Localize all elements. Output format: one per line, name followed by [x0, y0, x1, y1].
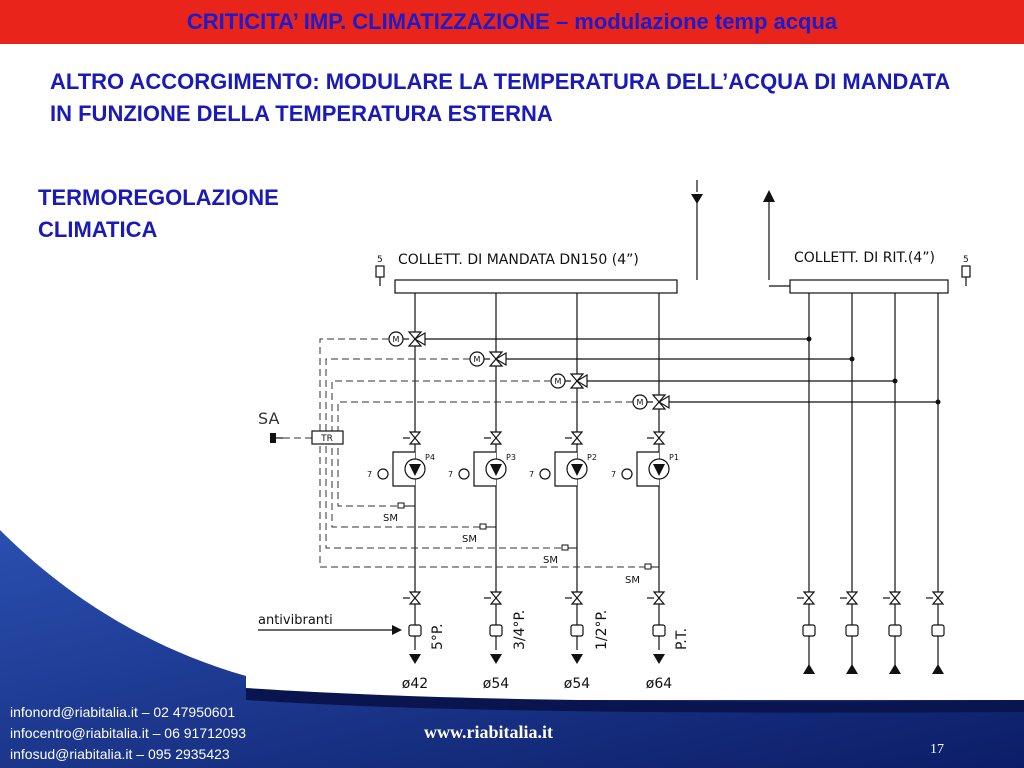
pump-label: P4	[425, 453, 435, 462]
return-flow-arrow	[763, 190, 775, 202]
circuit-label: 1/2°P.	[594, 609, 610, 650]
sm-label: SM	[383, 513, 398, 524]
supply-flow-arrow	[691, 194, 703, 204]
sm-label: SM	[625, 575, 640, 586]
pump-label: P3	[506, 453, 516, 462]
contact-line: infocentro@riabitalia.it – 06 91712093	[10, 725, 247, 741]
return-header-label: COLLETT. DI RIT.(4”)	[794, 250, 935, 266]
gauge-label: 7	[367, 470, 373, 479]
contact-line: infonord@riabitalia.it – 02 47950601	[10, 704, 236, 720]
sa-label: SA	[258, 409, 280, 428]
gauge-label: 7	[611, 470, 617, 479]
sm-label: SM	[543, 555, 558, 566]
slide-heading: ALTRO ACCORGIMENTO: MODULARE LA TEMPERATURA DELL’ACQUA DI MANDATA IN FUNZIONE DELLA TEMPERATURA ESTERNA	[50, 69, 950, 126]
motor-label: M	[636, 398, 644, 407]
pump-label: P1	[669, 453, 679, 462]
slide-subheading: TERMOREGOLAZIONE CLIMATICA	[38, 185, 279, 242]
slide-title: CRITICITA’ IMP. CLIMATIZZAZIONE – modulazione temp acqua	[186, 9, 838, 34]
return-header	[790, 280, 948, 293]
outdoor-sensor	[270, 433, 276, 443]
circuit-label: 5°P.	[430, 623, 446, 650]
header-tag: 5	[963, 255, 969, 265]
motor-label: M	[473, 355, 481, 364]
diameter-label: ø54	[482, 676, 510, 692]
page-number: 17	[930, 742, 944, 757]
pump-label: P2	[587, 453, 597, 462]
sm-label: SM	[462, 534, 477, 545]
supply-header-label: COLLETT. DI MANDATA DN150 (4”)	[398, 252, 639, 268]
gauge-label: 7	[448, 470, 454, 479]
circuit-label: P.T.	[674, 627, 690, 650]
footer-contacts	[10, 702, 246, 765]
circuit-label: 3/4°P.	[512, 609, 528, 650]
diameter-label: ø64	[645, 676, 673, 692]
motor-label: M	[554, 377, 562, 386]
antivibration-label: antivibranti	[258, 613, 333, 628]
motor-label: M	[392, 335, 400, 344]
tr-label: TR	[321, 434, 333, 444]
diameter-label: ø54	[563, 676, 591, 692]
supply-header	[395, 280, 677, 293]
website-link[interactable]: www.riabitalia.it	[424, 722, 553, 742]
contact-line: infosud@riabitalia.it – 095 2935423	[10, 746, 230, 762]
header-tag: 5	[377, 255, 383, 265]
diameter-label: ø42	[401, 676, 429, 692]
gauge-label: 7	[529, 470, 535, 479]
